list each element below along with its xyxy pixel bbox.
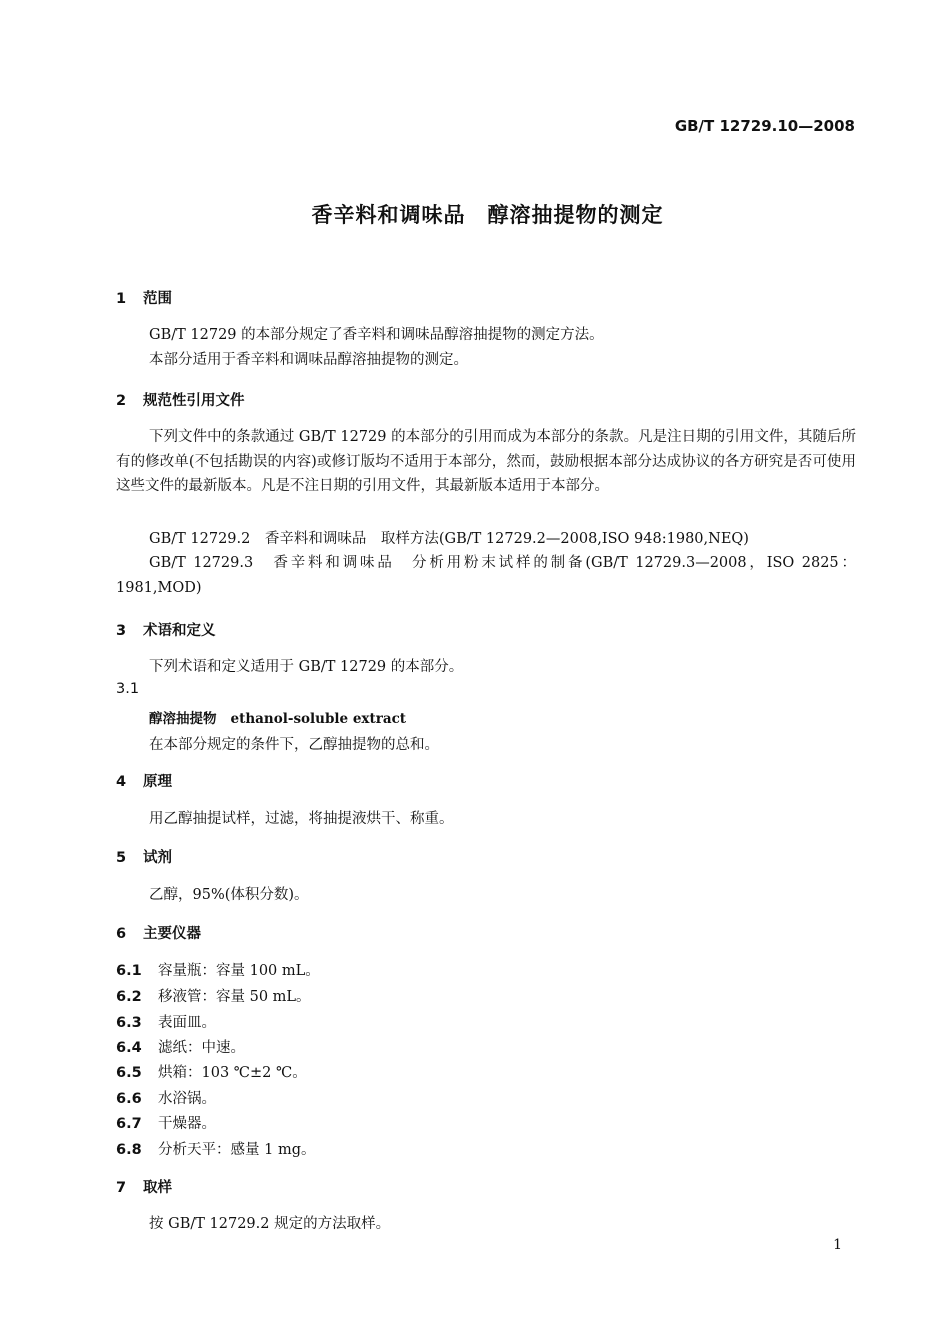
list-item bbox=[116, 959, 320, 980]
section-number: 1 bbox=[116, 291, 127, 307]
item-number: 6.2 bbox=[116, 989, 142, 1005]
section-number: 2 bbox=[116, 393, 127, 409]
section-title: 取样 bbox=[143, 1180, 172, 1196]
subsection-number: 3.1 bbox=[116, 681, 140, 697]
item-number: 6.4 bbox=[116, 1040, 142, 1056]
item-number: 6.6 bbox=[116, 1091, 142, 1107]
paragraph: GB/T 12729 的本部分规定了香辛料和调味品醇溶抽提物的测定方法。 bbox=[149, 327, 604, 343]
item-text: 干燥器。 bbox=[158, 1116, 216, 1132]
list-item bbox=[116, 1011, 216, 1032]
item-number: 6.7 bbox=[116, 1116, 142, 1132]
list-item bbox=[116, 1112, 216, 1133]
section-5-heading bbox=[116, 846, 172, 867]
section-title: 原理 bbox=[143, 774, 172, 790]
list-item bbox=[116, 985, 311, 1006]
section-title: 规范性引用文件 bbox=[143, 393, 245, 409]
reference-item: GB/T 12729.3 香辛料和调味品 分析用粉末试样的制备(GB/T 12729.3—2008，ISO 2825：1981,MOD) bbox=[116, 555, 856, 596]
reference-item: GB/T 12729.2 香辛料和调味品 取样方法(GB/T 12729.2—2008,ISO 948:1980,NEQ) bbox=[149, 531, 749, 547]
standard-number: GB/T 12729.10—2008 bbox=[674, 117, 855, 135]
section-4-heading bbox=[116, 770, 172, 791]
paragraph: 用乙醇抽提试样，过滤，将抽提液烘干、称重。 bbox=[149, 811, 454, 827]
section-2-heading bbox=[116, 389, 245, 410]
item-number: 6.8 bbox=[116, 1142, 142, 1158]
paragraph: 本部分适用于香辛料和调味品醇溶抽提物的测定。 bbox=[149, 352, 468, 368]
item-text: 水浴锅。 bbox=[158, 1091, 216, 1107]
section-1-heading bbox=[116, 287, 172, 308]
section-3-heading bbox=[116, 619, 216, 640]
item-number: 6.1 bbox=[116, 963, 142, 979]
page-number: 1 bbox=[833, 1237, 842, 1253]
list-item bbox=[116, 1138, 315, 1159]
paragraph: 按 GB/T 12729.2 规定的方法取样。 bbox=[149, 1216, 391, 1232]
section-title: 试剂 bbox=[143, 850, 172, 866]
item-text: 容量瓶：容量 100 mL。 bbox=[158, 963, 320, 979]
item-text: 滤纸：中速。 bbox=[158, 1040, 245, 1056]
section-number: 4 bbox=[116, 774, 127, 790]
section-title: 主要仪器 bbox=[143, 926, 201, 942]
paragraph: 下列术语和定义适用于 GB/T 12729 的本部分。 bbox=[149, 659, 464, 675]
section-number: 3 bbox=[116, 623, 127, 639]
term-chinese: 醇溶抽提物 bbox=[149, 711, 217, 727]
item-number: 6.5 bbox=[116, 1065, 142, 1081]
section-6-heading bbox=[116, 922, 201, 943]
section-number: 7 bbox=[116, 1180, 127, 1196]
list-item bbox=[116, 1061, 307, 1082]
section-title: 术语和定义 bbox=[143, 623, 216, 639]
list-item bbox=[116, 1087, 216, 1108]
section-title: 范围 bbox=[143, 291, 172, 307]
list-item bbox=[116, 1036, 245, 1057]
paragraph: 乙醇，95%(体积分数)。 bbox=[149, 887, 309, 903]
paragraph: 下列文件中的条款通过 GB/T 12729 的本部分的引用而成为本部分的条款。凡是注日期的引用文件，其随后所有的修改单(不包括勘误的内容)或修订版均不适用于本部分，然而，鼓励根据本部分达成协议的各方研究是否可使用这些文件的最新版本。凡是不注日期的引用文件，其最新版本适用于本部分。 bbox=[116, 429, 856, 494]
item-text: 移液管：容量 50 mL。 bbox=[158, 989, 311, 1005]
item-text: 分析天平：感量 1 mg。 bbox=[158, 1142, 316, 1158]
term-definition: 在本部分规定的条件下，乙醇抽提物的总和。 bbox=[149, 737, 439, 753]
item-text: 表面皿。 bbox=[158, 1015, 216, 1031]
term-english: ethanol-soluble extract bbox=[230, 711, 407, 727]
item-text: 烘箱：103 ℃±2 ℃。 bbox=[158, 1065, 307, 1081]
section-number: 6 bbox=[116, 926, 127, 942]
item-number: 6.3 bbox=[116, 1015, 142, 1031]
section-number: 5 bbox=[116, 850, 127, 866]
section-7-heading bbox=[116, 1176, 172, 1197]
document-title: 香辛料和调味品 醇溶抽提物的测定 bbox=[311, 203, 664, 227]
term-entry bbox=[149, 707, 406, 727]
